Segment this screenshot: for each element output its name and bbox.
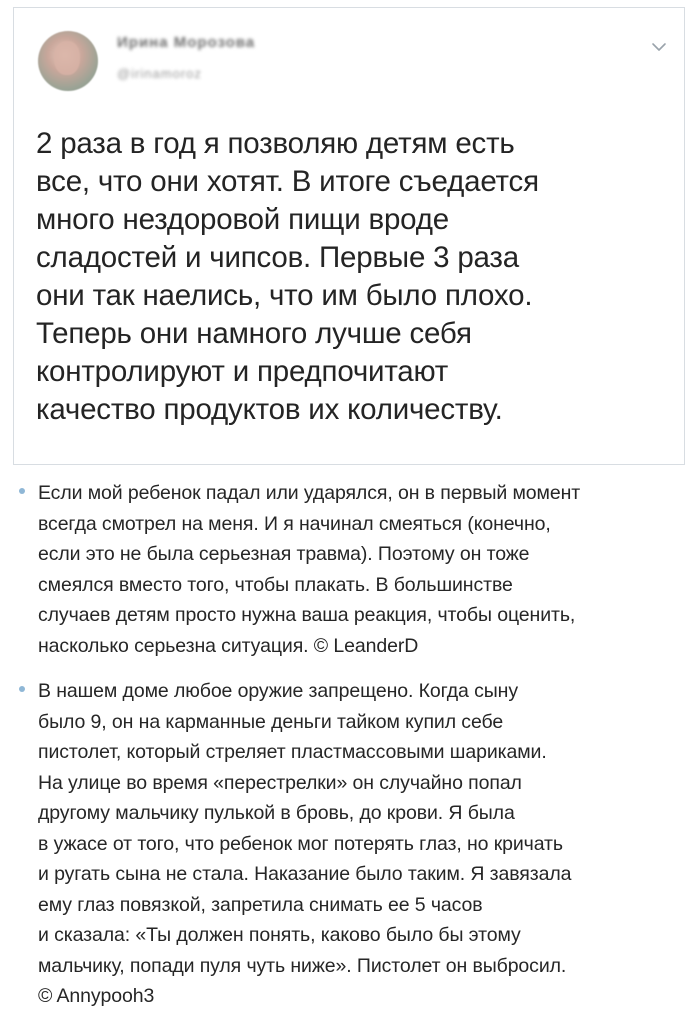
- story-line: Если мой ребенок падал или ударялся, он в первый момент: [38, 482, 581, 504]
- author-handle[interactable]: @irinamoroz: [117, 66, 202, 81]
- tweet-text-line: 2 раза в год я позволяю детям есть: [36, 127, 515, 160]
- story-line: всегда смотрел на меня. И я начинал смеяться (конечно,: [38, 512, 551, 535]
- story-item: [0, 676, 700, 1021]
- story-line: и сказала: «Ты должен понять, каково было бы этому: [38, 924, 521, 946]
- story-line: в ужасе от того, что ребенок мог потерять глаз, но кричать: [38, 832, 563, 855]
- story-line: мальчику, попади пуля чуть ниже». Пистолет он выбросил.: [38, 954, 567, 977]
- tweet-text-line: Теперь они намного лучше себя: [36, 317, 472, 350]
- tweet-text-line: все, что они хотят. В итоге съедается: [36, 165, 539, 198]
- story-line: В нашем доме любое оружие запрещено. Когда сыну: [38, 680, 518, 702]
- story-text: [38, 676, 571, 1012]
- tweet-text-line: сладостей и чипсов. Первые 3 раза: [36, 241, 519, 274]
- bullet-icon: [19, 488, 25, 494]
- tweet-text: [36, 125, 666, 429]
- story-line: если это не была серьезная травма). Поэтому он тоже: [38, 543, 530, 565]
- avatar-face: [54, 41, 80, 75]
- story-text: [38, 478, 580, 661]
- story-item: [0, 478, 700, 668]
- tweet-card: [13, 7, 685, 465]
- story-line: пистолет, который стреляет пластмассовыми шариками.: [38, 741, 547, 763]
- story-line: ему глаз повязкой, запретила снимать ее 5 часов: [38, 893, 483, 916]
- tweet-text-line: контролируют и предпочитают: [36, 355, 449, 388]
- tweet-text-line: качество продуктов их количеству.: [36, 393, 503, 426]
- story-line: другому мальчику пулькой в бровь, до крови. Я была: [38, 802, 515, 824]
- story-line: На улице во время «перестрелки» он случайно попал: [38, 771, 522, 794]
- tweet-text-line: много нездоровой пищи вроде: [36, 203, 449, 236]
- bullet-icon: [19, 686, 25, 692]
- author-name[interactable]: Ирина Морозова: [117, 34, 256, 51]
- story-line: случаев детям просто нужна ваша реакция, чтобы оценить,: [38, 604, 576, 626]
- tweet-text-line: они так наелись, что им было плохо.: [36, 279, 533, 312]
- story-line: смеялся вместо того, чтобы плакать. В большинстве: [38, 573, 513, 596]
- story-line: © Annypooh3: [38, 985, 155, 1007]
- chevron-down-icon[interactable]: [650, 38, 668, 56]
- story-line: и ругать сына не стала. Наказание было таким. Я завязала: [38, 863, 572, 885]
- story-line: насколько серьезна ситуация. © LeanderD: [38, 634, 419, 657]
- story-line: было 9, он на карманные деньги тайком купил себе: [38, 710, 504, 733]
- avatar[interactable]: [38, 31, 98, 91]
